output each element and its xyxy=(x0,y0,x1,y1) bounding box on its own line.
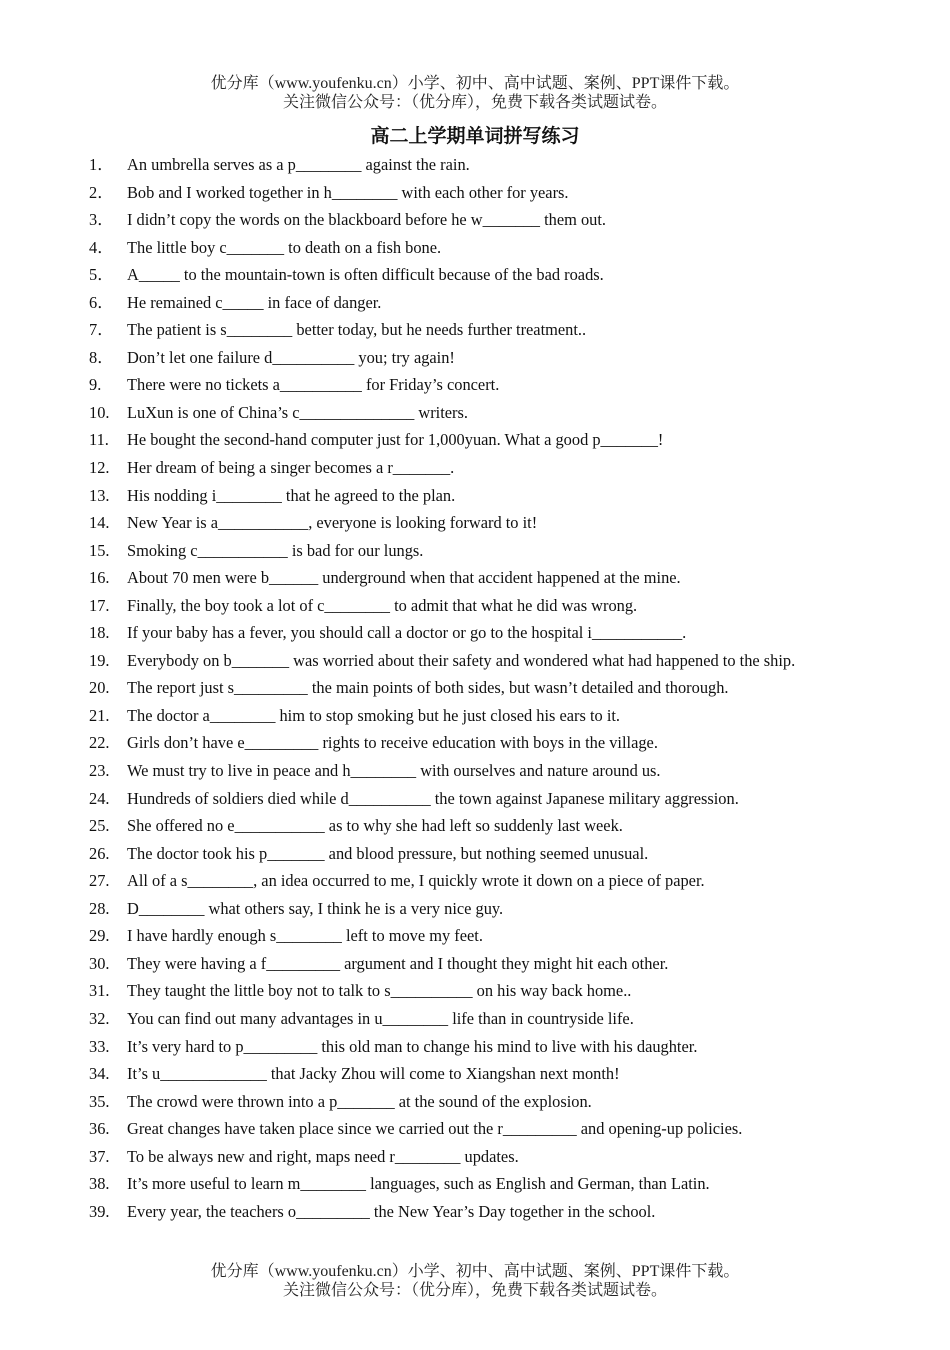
exercise-sentence: LuXun is one of China’s c______________ writers. xyxy=(127,402,468,422)
exercise-sentence: She offered no e___________ as to why she had left so suddenly last week. xyxy=(127,816,623,836)
exercise-number: 21. xyxy=(89,705,110,725)
exercise-number: 20. xyxy=(89,678,110,698)
exercise-number: 13. xyxy=(89,485,110,505)
exercise-sentence: It’s very hard to p_________ this old man to change his mind to live with his daughter. xyxy=(127,1036,698,1056)
exercise-number: 34. xyxy=(89,1064,110,1084)
exercise-item xyxy=(89,922,861,950)
exercise-item xyxy=(89,785,861,813)
exercise-number: 5． xyxy=(89,265,114,285)
exercise-item xyxy=(89,1033,861,1061)
exercise-sentence: An umbrella serves as a p________ against the rain. xyxy=(127,155,470,174)
exercise-number: 22. xyxy=(89,733,110,753)
exercise-sentence: If your baby has a fever, you should call a doctor or go to the hospital i___________. xyxy=(127,623,687,643)
exercise-sentence: The doctor took his p_______ and blood pressure, but nothing seemed unusual. xyxy=(127,843,649,863)
exercise-item xyxy=(89,179,861,207)
exercise-sentence: A_____ to the mountain-town is often difficult because of the bad roads. xyxy=(127,265,604,285)
exercise-sentence: Everybody on b_______ was worried about their safety and wondered what had happened to the ship. xyxy=(127,650,796,670)
exercise-item xyxy=(89,454,861,482)
exercise-sentence: Hundreds of soldiers died while d__________ the town against Japanese military aggression. xyxy=(127,788,739,808)
exercise-item xyxy=(89,564,861,592)
exercise-item xyxy=(89,674,861,702)
exercise-number: 30. xyxy=(89,953,110,973)
exercise-item xyxy=(89,702,861,730)
exercise-item xyxy=(89,399,861,427)
exercise-sentence: It’s more useful to learn m________ languages, such as English and German, than Latin. xyxy=(127,1174,710,1194)
exercise-number: 29. xyxy=(89,926,110,946)
exercise-sentence: Great changes have taken place since we carried out the r_________ and opening-up policies. xyxy=(127,1119,743,1139)
exercise-number: 24. xyxy=(89,788,110,808)
exercise-item xyxy=(89,950,861,978)
exercise-sentence: Finally, the boy took a lot of c________ to admit that what he did was wrong. xyxy=(127,595,638,615)
page-title: 高二上学期单词拼写练习 xyxy=(370,126,580,147)
exercise-sentence: D________ what others say, I think he is a very nice guy. xyxy=(127,898,504,918)
exercise-sentence: They were having a f_________ argument and I thought they might hit each other. xyxy=(127,953,669,973)
exercise-number: 35. xyxy=(89,1091,110,1111)
exercise-sentence: He bought the second-hand computer just for 1,000yuan. What a good p_______! xyxy=(127,430,664,450)
page-footer xyxy=(0,1262,950,1300)
exercise-item xyxy=(89,729,861,757)
exercise-number: 37. xyxy=(89,1146,110,1166)
exercise-sentence: The patient is s________ better today, but he needs further treatment.. xyxy=(127,320,587,340)
exercise-sentence: New Year is a___________, everyone is looking forward to it! xyxy=(127,513,538,533)
exercise-item xyxy=(89,316,861,344)
exercise-item xyxy=(89,592,861,620)
exercise-item xyxy=(89,344,861,372)
exercise-number: 12. xyxy=(89,458,110,478)
exercise-sentence: The report just s_________ the main points of both sides, but wasn’t detailed and thorough. xyxy=(127,678,729,698)
exercise-item xyxy=(89,647,861,675)
header-line-2: 关注微信公众号：（优分库），免费下载各类试题试卷。 xyxy=(282,94,667,111)
exercise-item xyxy=(89,757,861,785)
exercise-number: 27. xyxy=(89,871,110,891)
exercise-number: 39. xyxy=(89,1201,110,1221)
exercise-item xyxy=(89,867,861,895)
exercise-number: 36. xyxy=(89,1119,110,1139)
exercise-item xyxy=(89,619,861,647)
exercise-sentence: Her dream of being a singer becomes a r_______. xyxy=(127,458,455,478)
exercise-item xyxy=(89,1005,861,1033)
exercise-sentence: The little boy c_______ to death on a fish bone. xyxy=(127,237,442,257)
header-line-1: 优分库（www.youfenku.cn）小学、初中、高中试题、案例、PPT课件下载。 xyxy=(210,75,740,92)
exercise-item xyxy=(89,234,861,262)
exercise-sentence: His nodding i________ that he agreed to the plan. xyxy=(127,485,456,505)
exercise-item xyxy=(89,977,861,1005)
exercise-sentence: We must try to live in peace and h________ with ourselves and nature around us. xyxy=(127,761,661,781)
exercise-item xyxy=(89,1170,861,1198)
exercise-item xyxy=(89,206,861,234)
exercise-number: 6． xyxy=(89,292,114,312)
exercise-number: 4． xyxy=(89,237,114,257)
exercise-item xyxy=(89,1143,861,1171)
exercise-item xyxy=(89,371,861,399)
exercise-item xyxy=(89,1088,861,1116)
exercise-number: 25. xyxy=(89,816,110,836)
exercise-number: 26. xyxy=(89,843,110,863)
exercise-number: 28. xyxy=(89,898,110,918)
exercise-number: 16. xyxy=(89,568,110,588)
exercise-sentence: The doctor a________ him to stop smoking but he just closed his ears to it. xyxy=(127,705,621,725)
exercise-item xyxy=(89,537,861,565)
exercise-item xyxy=(89,1060,861,1088)
exercise-item xyxy=(89,261,861,289)
exercise-number: 31. xyxy=(89,981,110,1001)
exercise-item xyxy=(89,289,861,317)
exercise-number: 11. xyxy=(89,430,109,450)
exercise-item xyxy=(89,1115,861,1143)
exercise-sentence: They taught the little boy not to talk to s__________ on his way back home.. xyxy=(127,981,632,1001)
exercise-sentence: To be always new and right, maps need r________ updates. xyxy=(127,1146,519,1166)
exercise-number: 3． xyxy=(89,210,114,230)
exercise-number: 1． xyxy=(89,155,114,174)
exercise-number: 2． xyxy=(89,182,114,202)
exercise-number: 19. xyxy=(89,650,110,670)
exercise-sentence: Every year, the teachers o_________ the New Year’s Day together in the school. xyxy=(127,1201,656,1221)
footer-line-1: 优分库（www.youfenku.cn）小学、初中、高中试题、案例、PPT课件下载。 xyxy=(210,1263,740,1280)
exercise-item xyxy=(89,840,861,868)
exercise-sentence: I have hardly enough s________ left to move my feet. xyxy=(127,926,483,946)
exercise-number: 8． xyxy=(89,347,114,367)
exercise-number: 23. xyxy=(89,761,110,781)
exercise-number: 14. xyxy=(89,513,110,533)
exercise-item xyxy=(89,482,861,510)
exercise-number: 15. xyxy=(89,540,110,560)
exercise-item xyxy=(89,895,861,923)
exercise-number: 38. xyxy=(89,1174,110,1194)
exercise-item xyxy=(89,426,861,454)
exercise-number: 9. xyxy=(89,375,102,395)
exercise-sentence: Don’t let one failure d__________ you; try again! xyxy=(127,347,455,367)
exercise-number: 18. xyxy=(89,623,110,643)
exercise-sentence: He remained c_____ in face of danger. xyxy=(127,292,382,312)
exercise-number: 33. xyxy=(89,1036,110,1056)
exercise-sentence: You can find out many advantages in u________ life than in countryside life. xyxy=(127,1008,634,1028)
exercise-sentence: Girls don’t have e_________ rights to receive education with boys in the village. xyxy=(127,733,658,753)
exercise-sentence: I didn’t copy the words on the blackboard before he w_______ them out. xyxy=(127,210,607,230)
exercise-sentence: It’s u_____________ that Jacky Zhou will come to Xiangshan next month! xyxy=(127,1064,620,1084)
exercise-number: 32. xyxy=(89,1008,110,1028)
exercise-number: 10. xyxy=(89,402,110,422)
exercise-item xyxy=(89,151,861,179)
exercise-sentence: About 70 men were b______ underground when that accident happened at the mine. xyxy=(127,568,681,588)
exercise-sentence: Bob and I worked together in h________ with each other for years. xyxy=(127,182,569,202)
footer-line-2: 关注微信公众号：（优分库），免费下载各类试题试卷。 xyxy=(282,1282,667,1299)
exercise-sentence: Smoking c___________ is bad for our lungs. xyxy=(127,540,424,560)
exercise-sentence: There were no tickets a__________ for Friday’s concert. xyxy=(127,375,500,395)
exercise-sentence: The crowd were thrown into a p_______ at the sound of the explosion. xyxy=(127,1091,592,1111)
exercise-list xyxy=(89,151,861,1225)
exercise-number: 17. xyxy=(89,595,110,615)
exercise-sentence: All of a s________, an idea occurred to me, I quickly wrote it down on a piece of paper. xyxy=(127,871,705,891)
exercise-item xyxy=(89,812,861,840)
page-header xyxy=(0,74,950,112)
exercise-item xyxy=(89,509,861,537)
exercise-number: 7． xyxy=(89,320,114,340)
exercise-item xyxy=(89,1198,861,1226)
